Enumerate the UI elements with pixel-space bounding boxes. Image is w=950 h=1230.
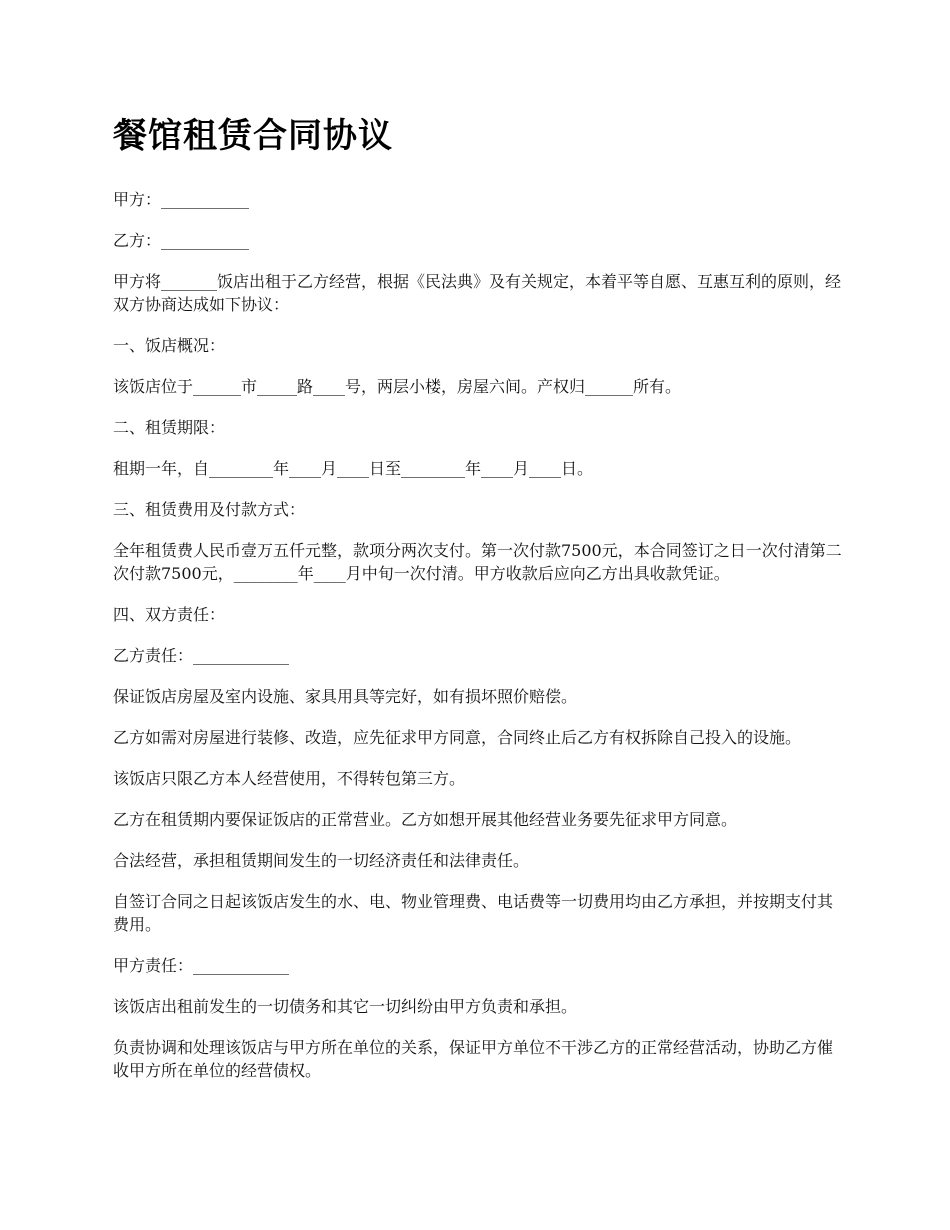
party-a-responsibility-heading: 甲方责任：____________ <box>113 956 290 975</box>
section-heading-payment: 三、租赁费用及付款方式： <box>113 500 306 519</box>
clause-paragraph: 该饭店只限乙方本人经营使用，不得转包第三方。 <box>113 769 466 788</box>
party-b-line: 乙方：___________ <box>113 231 250 250</box>
overview-paragraph: 该饭店位于______市_____路____号，两层小楼，房屋六间。产权归______所有。 <box>113 377 682 396</box>
clause-paragraph: 保证饭店房屋及室内设施、家具用具等完好，如有损坏照价赔偿。 <box>113 687 578 706</box>
clause-paragraph: 乙方在租赁期内要保证饭店的正常营业。乙方如想开展其他经营业务要先征求甲方同意。 <box>113 810 738 829</box>
clause-paragraph: 负责协调和处理该饭店与甲方所在单位的关系，保证甲方单位不干涉乙方的正常经营活动，协助乙方催收甲方所在单位的经营债权。 <box>113 1038 834 1080</box>
section-heading-term: 二、租赁期限： <box>113 418 226 437</box>
party-a-line: 甲方：___________ <box>113 190 250 209</box>
term-paragraph: 租期一年，自________年____月____日至________年____月____日。 <box>113 459 594 478</box>
document-title: 餐馆租赁合同协议 <box>113 116 393 156</box>
clause-paragraph: 自签订合同之日起该饭店发生的水、电、物业管理费、电话费等一切费用均由乙方承担，并按期支付其费用。 <box>113 892 834 934</box>
section-heading-overview: 一、饭店概况： <box>113 336 226 355</box>
document-page <box>113 112 843 1100</box>
payment-paragraph: 全年租赁费人民币壹万五仟元整，款项分两次支付。第一次付款7500元，本合同签订之日一次付清第二次付款7500元，________年____月中旬一次付清。甲方收款后应向乙方出具收款凭证。 <box>113 541 842 583</box>
party-b-responsibility-heading: 乙方责任：____________ <box>113 646 290 665</box>
intro-paragraph: 甲方将_______饭店出租于乙方经营，根据《民法典》及有关规定，本着平等自愿、互惠互利的原则，经双方协商达成如下协议： <box>113 272 842 314</box>
section-heading-responsibilities: 四、双方责任： <box>113 605 226 624</box>
clause-paragraph: 乙方如需对房屋进行装修、改造，应先征求甲方同意，合同终止后乙方有权拆除自己投入的设施。 <box>113 728 802 747</box>
clause-paragraph: 合法经营，承担租赁期间发生的一切经济责任和法律责任。 <box>113 851 530 870</box>
clause-paragraph: 该饭店出租前发生的一切债务和其它一切纠纷由甲方负责和承担。 <box>113 997 578 1016</box>
